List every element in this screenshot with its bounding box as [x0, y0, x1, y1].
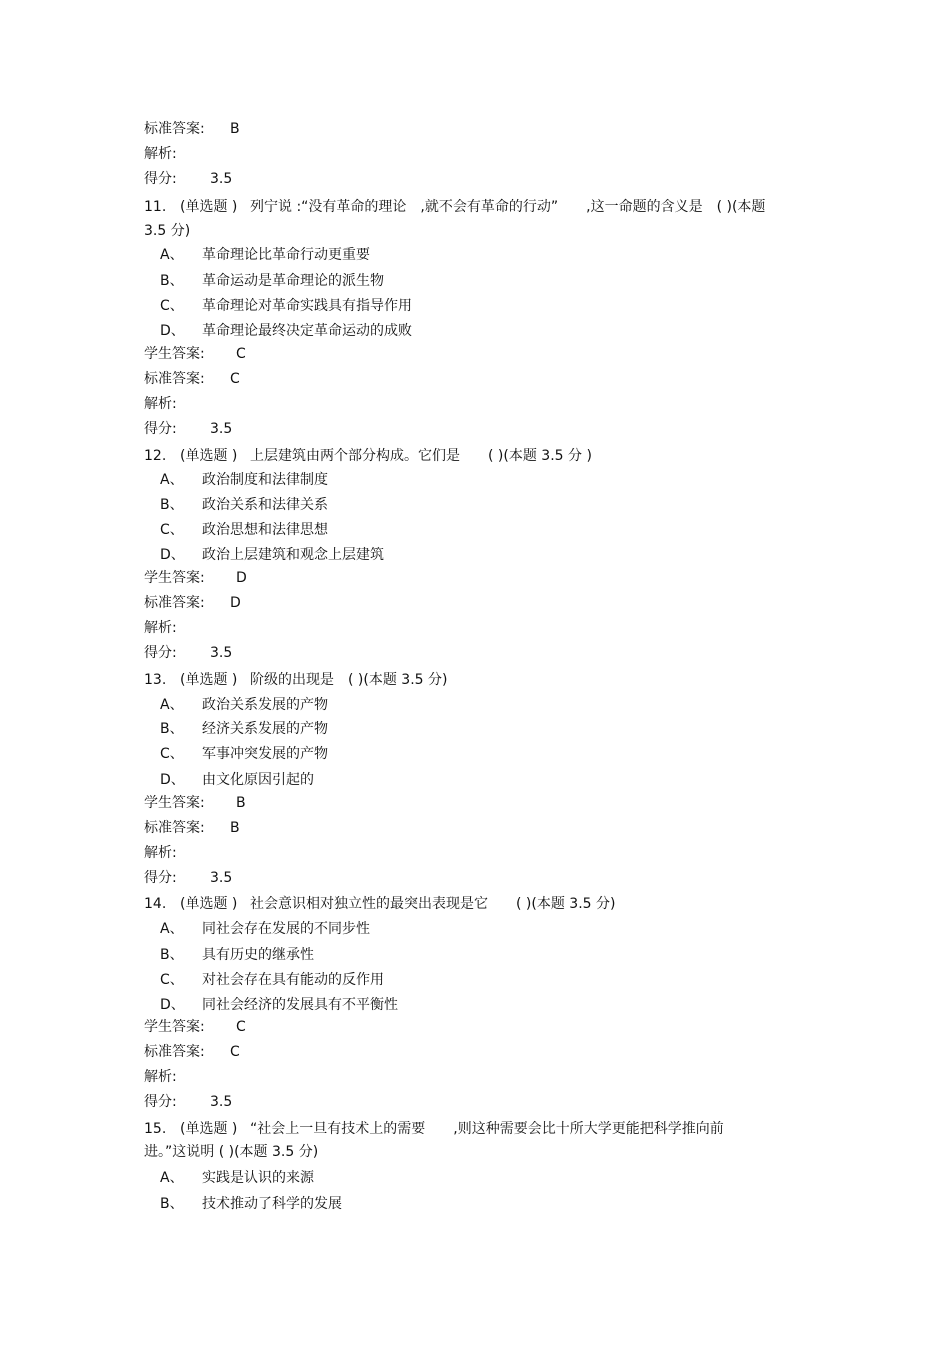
- option-a: [160, 919, 370, 939]
- score-value: 3.5: [210, 870, 233, 886]
- option-letter: A、: [160, 697, 184, 713]
- question-type: (单选题 ): [180, 896, 238, 912]
- question-12-stem: [144, 446, 592, 466]
- option-text: 政治制度和法律制度: [202, 472, 328, 488]
- student-answer-value: C: [236, 346, 246, 362]
- option-c: [160, 744, 328, 764]
- score-value: 3.5: [210, 421, 233, 437]
- option-b: [160, 945, 314, 965]
- standard-answer: [144, 369, 240, 389]
- score: [144, 419, 232, 439]
- analysis: [144, 1067, 177, 1087]
- question-text-cont: 3.5 分): [144, 223, 191, 239]
- question-text: 社会意识相对独立性的最突出表现是它 ( )(本题 3.5 分): [250, 896, 616, 912]
- option-text: 革命运动是革命理论的派生物: [202, 273, 384, 289]
- question-text: 上层建筑由两个部分构成。它们是 ( )(本题 3.5 分 ): [250, 448, 592, 464]
- student-answer: [144, 1017, 246, 1037]
- student-answer: [144, 793, 246, 813]
- score-value: 3.5: [210, 171, 233, 187]
- standard-answer-label: 标准答案:: [144, 371, 205, 387]
- option-a: [160, 470, 328, 490]
- question-14-stem: [144, 894, 615, 914]
- question-11-stem: [144, 197, 765, 217]
- option-d: [160, 321, 412, 341]
- option-letter: D、: [160, 547, 185, 563]
- question-text: 列宁说 :“没有革命的理论 ,就不会有革命的行动” ,这一命题的含义是 ( )(本题: [250, 199, 766, 215]
- question-type: (单选题 ): [180, 199, 238, 215]
- score-value: 3.5: [210, 645, 233, 661]
- question-text-cont: 进。”这说明 ( )(本题 3.5 分): [144, 1144, 319, 1160]
- option-letter: D、: [160, 323, 185, 339]
- student-answer-label: 学生答案:: [144, 1019, 205, 1035]
- option-letter: B、: [160, 721, 184, 737]
- standard-answer-value: B: [230, 121, 240, 137]
- option-letter: A、: [160, 1170, 184, 1186]
- option-letter: A、: [160, 921, 184, 937]
- option-letter: D、: [160, 772, 185, 788]
- analysis-label: 解析:: [144, 146, 177, 162]
- option-letter: B、: [160, 947, 184, 963]
- standard-answer-label: 标准答案:: [144, 1044, 205, 1060]
- option-text: 具有历史的继承性: [202, 947, 314, 963]
- option-text: 政治思想和法律思想: [202, 522, 328, 538]
- question-text: “社会上一旦有技术上的需要 ,则这种需要会比十所大学更能把科学推向前: [250, 1121, 724, 1137]
- standard-answer-value: C: [230, 371, 240, 387]
- question-number: 14.: [144, 896, 167, 912]
- question-15-stem-cont: [144, 1142, 318, 1162]
- score-label: 得分:: [144, 421, 177, 437]
- analysis: [144, 843, 177, 863]
- option-b: [160, 271, 384, 291]
- question-number: 12.: [144, 448, 167, 464]
- option-text: 政治上层建筑和观念上层建筑: [202, 547, 384, 563]
- option-d: [160, 995, 398, 1015]
- question-number: 11.: [144, 199, 167, 215]
- option-text: 革命理论比革命行动更重要: [202, 247, 370, 263]
- student-answer-label: 学生答案:: [144, 570, 205, 586]
- score-label: 得分:: [144, 870, 177, 886]
- option-d: [160, 545, 384, 565]
- option-text: 经济关系发展的产物: [202, 721, 328, 737]
- option-text: 政治关系和法律关系: [202, 497, 328, 513]
- option-b: [160, 1194, 342, 1214]
- option-letter: A、: [160, 472, 184, 488]
- question-text: 阶级的出现是 ( )(本题 3.5 分): [250, 672, 448, 688]
- option-letter: C、: [160, 746, 184, 762]
- student-answer-value: B: [236, 795, 246, 811]
- analysis-label: 解析:: [144, 396, 177, 412]
- option-b: [160, 719, 328, 739]
- score: [144, 1092, 232, 1112]
- option-b: [160, 495, 328, 515]
- option-text: 革命理论最终决定革命运动的成败: [202, 323, 412, 339]
- question-type: (单选题 ): [180, 672, 238, 688]
- option-text: 同社会存在发展的不同步性: [202, 921, 370, 937]
- option-text: 革命理论对革命实践具有指导作用: [202, 298, 412, 314]
- option-letter: B、: [160, 497, 184, 513]
- score-label: 得分:: [144, 645, 177, 661]
- standard-answer: [144, 818, 240, 838]
- question-11-stem-cont: [144, 221, 190, 241]
- option-c: [160, 520, 328, 540]
- analysis: [144, 618, 177, 638]
- analysis-label: 解析:: [144, 620, 177, 636]
- standard-answer-label: 标准答案:: [144, 121, 205, 137]
- option-text: 军事冲突发展的产物: [202, 746, 328, 762]
- analysis: [144, 394, 177, 414]
- option-d: [160, 770, 314, 790]
- student-answer-value: D: [236, 570, 247, 586]
- score: [144, 643, 232, 663]
- score-value: 3.5: [210, 1094, 233, 1110]
- standard-answer-value: B: [230, 820, 240, 836]
- student-answer-label: 学生答案:: [144, 346, 205, 362]
- option-text: 对社会存在具有能动的反作用: [202, 972, 384, 988]
- student-answer-label: 学生答案:: [144, 795, 205, 811]
- option-letter: B、: [160, 273, 184, 289]
- analysis-label: 解析:: [144, 1069, 177, 1085]
- student-answer-value: C: [236, 1019, 246, 1035]
- option-letter: C、: [160, 972, 184, 988]
- question-type: (单选题 ): [180, 448, 238, 464]
- score: [144, 868, 232, 888]
- question-number: 15.: [144, 1121, 167, 1137]
- question-type: (单选题 ): [180, 1121, 238, 1137]
- option-letter: D、: [160, 997, 185, 1013]
- analysis-label: 解析:: [144, 845, 177, 861]
- student-answer: [144, 568, 247, 588]
- option-letter: A、: [160, 247, 184, 263]
- standard-answer: [144, 1042, 240, 1062]
- standard-answer: [144, 593, 241, 613]
- option-c: [160, 970, 384, 990]
- standard-answer-value: C: [230, 1044, 240, 1060]
- question-number: 13.: [144, 672, 167, 688]
- student-answer: [144, 344, 246, 364]
- prev-score: [144, 169, 232, 189]
- score-label: 得分:: [144, 1094, 177, 1110]
- option-text: 同社会经济的发展具有不平衡性: [202, 997, 398, 1013]
- option-c: [160, 296, 412, 316]
- question-15-stem: [144, 1119, 724, 1139]
- option-a: [160, 245, 370, 265]
- prev-standard-answer: [144, 119, 240, 139]
- option-letter: C、: [160, 522, 184, 538]
- option-letter: C、: [160, 298, 184, 314]
- option-a: [160, 1168, 314, 1188]
- standard-answer-value: D: [230, 595, 241, 611]
- option-a: [160, 695, 328, 715]
- standard-answer-label: 标准答案:: [144, 595, 205, 611]
- prev-analysis: [144, 144, 177, 164]
- option-text: 实践是认识的来源: [202, 1170, 314, 1186]
- option-letter: B、: [160, 1196, 184, 1212]
- option-text: 政治关系发展的产物: [202, 697, 328, 713]
- option-text: 技术推动了科学的发展: [202, 1196, 342, 1212]
- score-label: 得分:: [144, 171, 177, 187]
- standard-answer-label: 标准答案:: [144, 820, 205, 836]
- option-text: 由文化原因引起的: [202, 772, 314, 788]
- question-13-stem: [144, 670, 447, 690]
